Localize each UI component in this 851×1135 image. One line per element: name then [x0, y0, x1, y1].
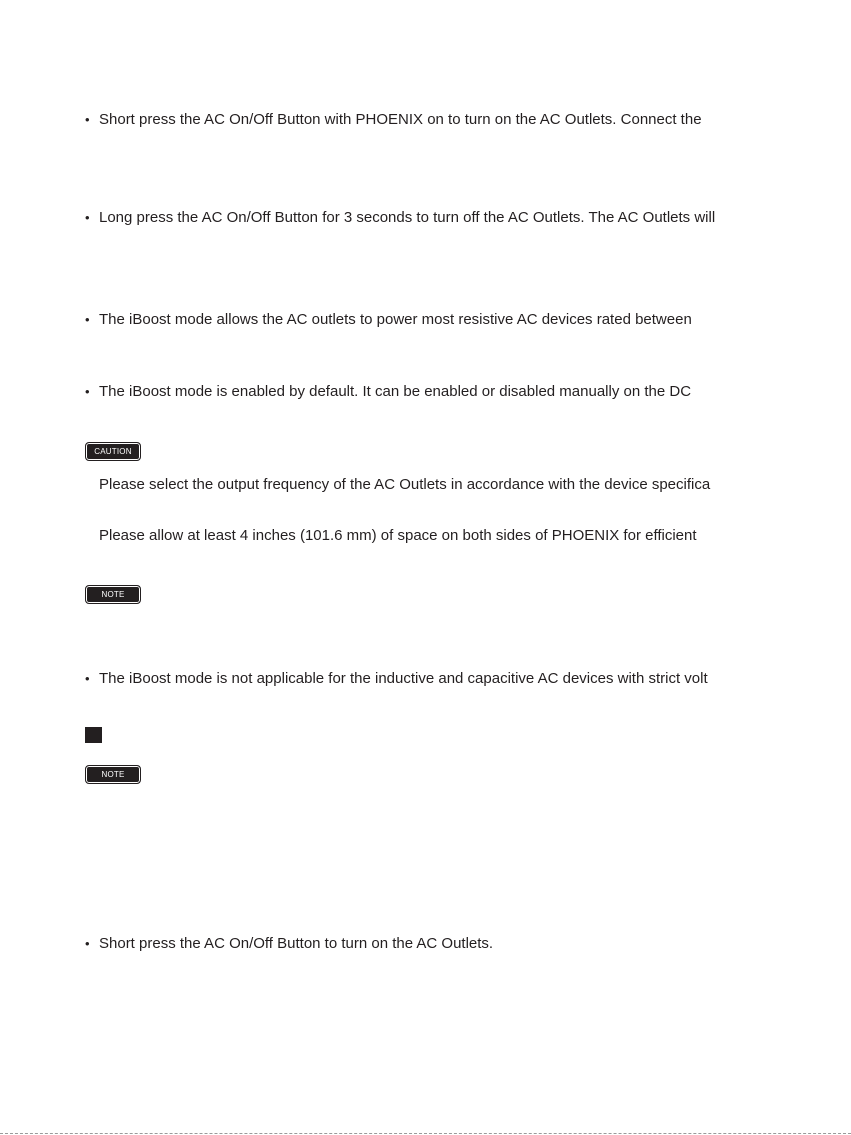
- bullet-icon: •: [85, 312, 90, 327]
- bullet-item-ac-on: [85, 111, 851, 129]
- section-square-icon: [85, 727, 102, 743]
- bullet-text: Long press the AC On/Off Button for 3 seconds to turn off the AC Outlets. The AC Outlets will: [99, 209, 716, 226]
- caution-text-frequency: Please select the output frequency of the AC Outlets in accordance with the device specifica: [99, 476, 711, 493]
- bullet-text: Short press the AC On/Off Button to turn on the AC Outlets.: [99, 935, 494, 952]
- bullet-item-ac-on-short: [85, 935, 851, 953]
- bullet-icon: •: [85, 671, 90, 686]
- bullet-icon: •: [85, 936, 90, 951]
- bullet-item-iboost-power: [85, 311, 851, 329]
- bullet-text: The iBoost mode is enabled by default. It can be enabled or disabled manually on the DC: [99, 383, 692, 400]
- caution-badge: CAUTION: [85, 442, 141, 461]
- bullet-text: The iBoost mode is not applicable for the inductive and capacitive AC devices with strict volt: [99, 670, 708, 687]
- caution-text-spacing: Please allow at least 4 inches (101.6 mm) of space on both sides of PHOENIX for efficient: [99, 527, 697, 544]
- bullet-text: Short press the AC On/Off Button with PHOENIX on to turn on the AC Outlets. Connect the: [99, 111, 702, 128]
- bullet-icon: •: [85, 210, 90, 225]
- bullet-item-iboost-not-applicable: [85, 670, 851, 688]
- bullet-item-ac-off: [85, 209, 851, 227]
- bullet-icon: •: [85, 384, 90, 399]
- bullet-item-iboost-default: [85, 383, 851, 401]
- note-badge-2: NOTE: [85, 765, 141, 784]
- bullet-text: The iBoost mode allows the AC outlets to power most resistive AC devices rated between: [99, 311, 692, 328]
- bullet-icon: •: [85, 112, 90, 127]
- note-badge: NOTE: [85, 585, 141, 604]
